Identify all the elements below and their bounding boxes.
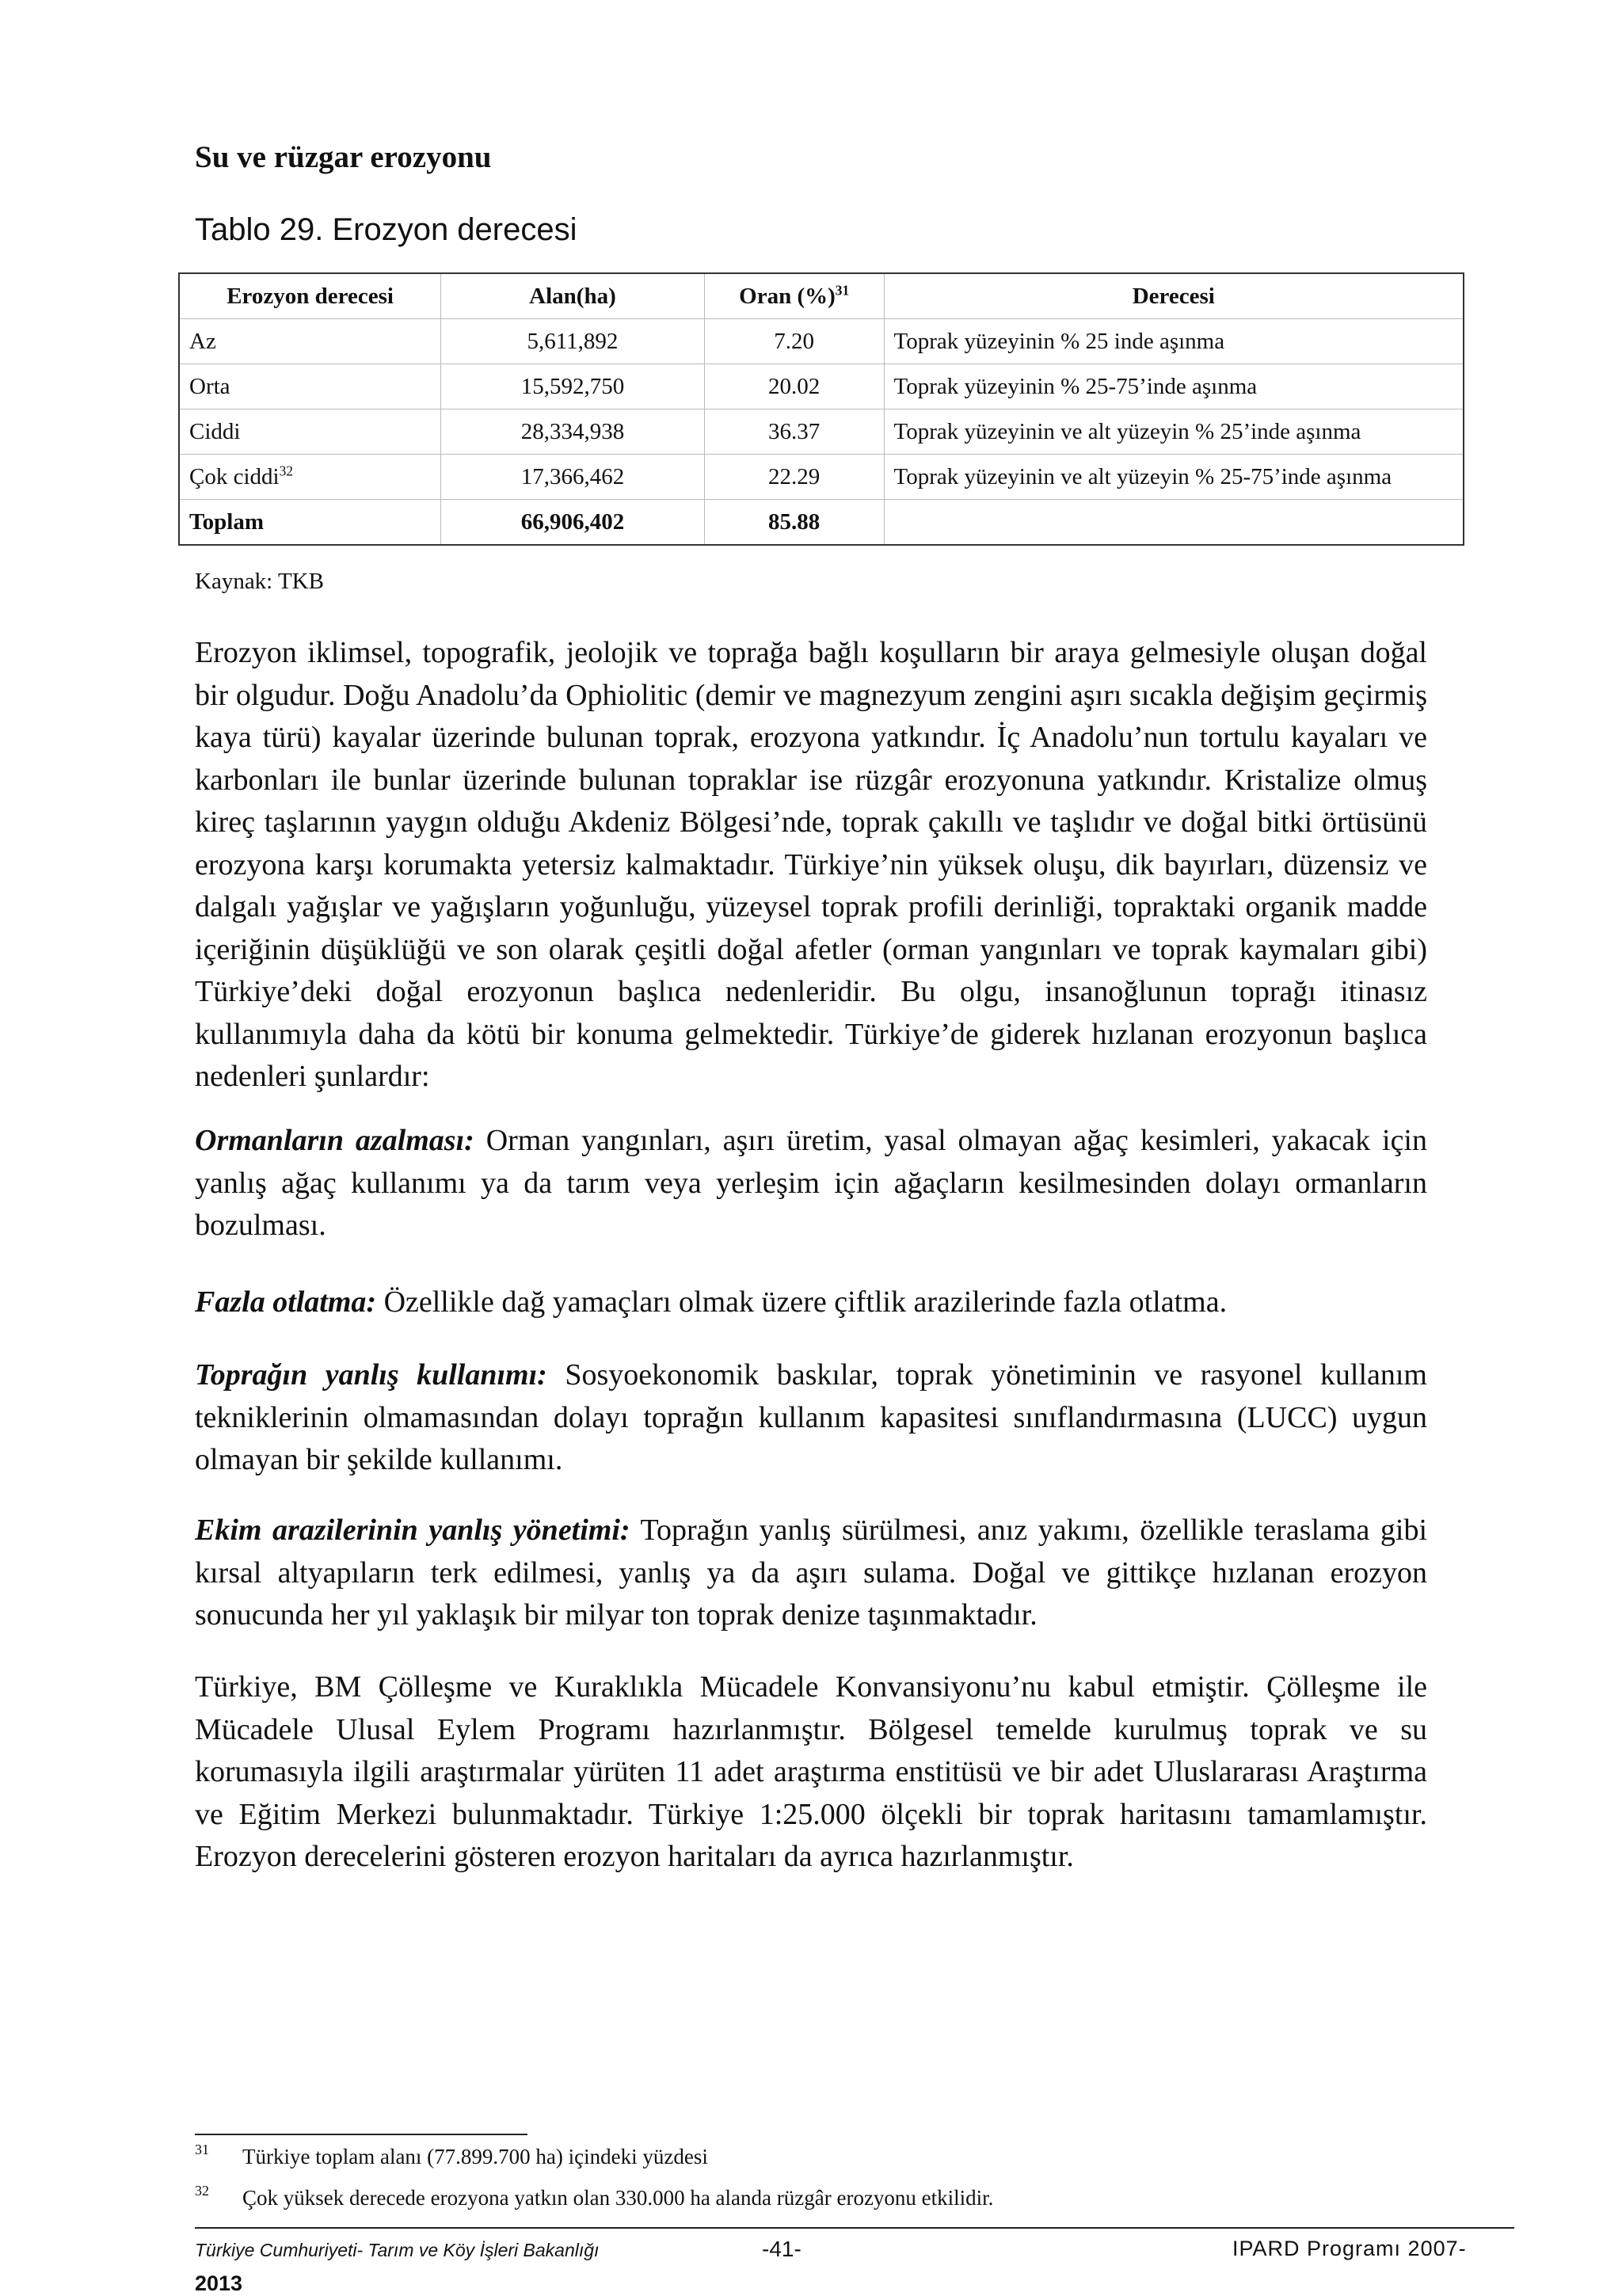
footnote-number: 31: [195, 2142, 209, 2157]
table-row: [179, 455, 1464, 500]
overgrazing-paragraph: [195, 1281, 1427, 1324]
footnote-separator: [195, 2134, 527, 2135]
row-area: 5,611,892: [441, 319, 705, 364]
forest-loss-lead: Ormanların azalması:: [195, 1124, 474, 1157]
total-label: Toplam: [179, 500, 441, 546]
footnote-text: Çok yüksek derecede erozyona yatkın olan 330.000 ha alanda rüzgâr erozyonu etkilidir.: [242, 2186, 994, 2210]
footnote-ref-31: 31: [835, 281, 850, 298]
table-total-row: [179, 500, 1464, 546]
header-erosion-degree: Erozyon derecesi: [179, 273, 441, 319]
row-ratio: 20.02: [704, 364, 884, 409]
farmland-mismanagement-text: Toprağın yanlış sürülmesi, anız yakımı, özellikle teraslama gibi kırsal altyapıların terk edilmesi, yanlış ya da aşırı sulama. Doğal ve gittikçe hızlanan erozyon sonucunda her yıl yaklaşık bir milyar ton toprak denize taşınmaktadır.: [195, 1514, 1428, 1632]
farmland-mismanagement-paragraph: [195, 1510, 1427, 1637]
soil-misuse-paragraph: [195, 1354, 1427, 1482]
row-ratio: 7.20: [704, 319, 884, 364]
erosion-table: [178, 272, 1464, 546]
row-ratio: 36.37: [704, 409, 884, 455]
footer-separator: [195, 2227, 1514, 2229]
row-degree: Çok ciddi$^{32}$: [179, 455, 441, 500]
row-area: 28,334,938: [441, 409, 705, 455]
header-area: Alan(ha): [441, 273, 705, 319]
footnote-32: [195, 2183, 994, 2210]
row-description: Toprak yüzeyinin ve alt yüzeyin % 25’inde aşınma: [884, 409, 1464, 455]
overgrazing-text: Özellikle dağ yamaçları olmak üzere çiftlik arazilerinde fazla otlatma.: [376, 1285, 1228, 1319]
soil-misuse-text: Sosyoekonomik baskılar, toprak yönetiminin ve rasyonel kullanım tekniklerinin olmamasından dolayı toprağın kullanım kapasitesi sınıflandırmasına (LUCC) uygun olmayan bir şekilde kullanımı.: [195, 1358, 1427, 1476]
table-row: [179, 364, 1464, 409]
closing-paragraph: Türkiye, BM Çölleşme ve Kuraklıkla Mücadele Konvansiyonu’nu kabul etmiştir. Çölleşme ile Mücadele Ulusal Eylem Programı hazırlanmıştır. Bölgesel temelde kurulmuş toprak ve su korumasıyla ilgili araştırmalar yürüten 11 adet araştırma enstitüsü ve bir adet Uluslararası Araştırma ve Eğitim Merkezi bulunmaktadır. Türkiye 1:25.000 ölçekli bir toprak haritasını tamamlamıştır. Erozyon derecelerini gösteren erozyon haritaları da ayrıca hazırlanmıştır.: [195, 1670, 1427, 1873]
row-description: Toprak yüzeyinin ve alt yüzeyin % 25-75’inde aşınma: [884, 455, 1464, 500]
header-ratio: Oran (%)$^{31}$: [704, 273, 884, 319]
farmland-mismanagement-lead: Ekim arazilerinin yanlış yönetimi:: [195, 1514, 630, 1547]
footer-program: IPARD Programı 2007-: [1232, 2237, 1467, 2260]
forest-loss-text: Orman yangınları, aşırı üretim, yasal olmayan ağaç kesimleri, yakacak için yanlış ağaç kullanımı ya da tarım veya yerleşim için ağaçların kesilmesinden dolayı ormanların bozulması.: [195, 1124, 1427, 1242]
footnote-text: Türkiye toplam alanı (77.899.700 ha) içindeki yüzdesi: [242, 2145, 708, 2168]
row-degree: Az: [179, 319, 441, 364]
row-ratio: 22.29: [704, 455, 884, 500]
table-row: [179, 409, 1464, 455]
overgrazing-lead: Fazla otlatma:: [195, 1285, 377, 1319]
section-heading: Su ve rüzgar erozyonu: [195, 140, 492, 174]
row-degree: Orta: [179, 364, 441, 409]
total-area: 66,906,402: [441, 500, 705, 546]
row-area: 17,366,462: [441, 455, 705, 500]
footnote-ref-32: 32: [279, 462, 293, 478]
row-description: Toprak yüzeyinin % 25 inde aşınma: [884, 319, 1464, 364]
soil-misuse-lead: Toprağın yanlış kullanımı:: [195, 1358, 547, 1392]
row-degree: Ciddi: [179, 409, 441, 455]
total-ratio: 85.88: [704, 500, 884, 546]
header-description: Derecesi: [884, 273, 1464, 319]
footer-ministry: Türkiye Cumhuriyeti- Tarım ve Köy İşleri Bakanlığı: [195, 2240, 600, 2260]
row-description: Toprak yüzeyinin % 25-75’inde aşınma: [884, 364, 1464, 409]
table-caption: Tablo 29. Erozyon derecesi: [195, 212, 577, 247]
total-description-empty: [884, 500, 1464, 546]
forest-loss-paragraph: [195, 1120, 1427, 1247]
footnote-31: [195, 2142, 708, 2169]
footnote-number: 32: [195, 2183, 209, 2199]
footer-year: 2013: [195, 2271, 243, 2295]
table-source-note: Kaynak: TKB: [195, 569, 324, 594]
table-header-row: [179, 273, 1464, 319]
intro-paragraph: Erozyon iklimsel, topografik, jeolojik ve toprağa bağlı koşulların bir araya gelmesiyle oluşan doğal bir olgudur. Doğu Anadolu’da Ophiolitic (demir ve magnezyum zengini aşırı sıcakla değişim geçirmiş kaya türü) kayalar üzerinde bulunan toprak, erozyona yatkındır. İç Anadolu’nun tortulu kayaları ve karbonları ile bunlar üzerinde bulunan topraklar ise rüzgâr erozyonuna yatkındır. Kristalize olmuş kireç taşlarının yaygın olduğu Akdeniz Bölgesi’nde, toprak çakıllı ve taşlıdır ve doğal bitki örtüsünü erozyona karşı korumakta yetersiz kalmaktadır. Türkiye’nin yüksek oluşu, dik bayırları, düzensiz ve dalgalı yağışlar ve yağışların yoğunluğu, yüzeysel toprak profili derinliği, topraktaki organik madde içeriğinin düşüklüğü ve son olarak çeşitli doğal afetler (orman yangınları ve toprak kaymaları gibi) Türkiye’deki doğal erozyonun başlıca nedenleridir. Bu olgu, insanoğlunun toprağı itinasız kullanımıyla daha da kötü bir konuma gelmektedir. Türkiye’de giderek hızlanan erozyonun başlıca nedenleri şunlardır:: [195, 636, 1427, 1093]
table-row: [179, 319, 1464, 364]
footer-page-number: -41-: [762, 2237, 801, 2261]
row-area: 15,592,750: [441, 364, 705, 409]
